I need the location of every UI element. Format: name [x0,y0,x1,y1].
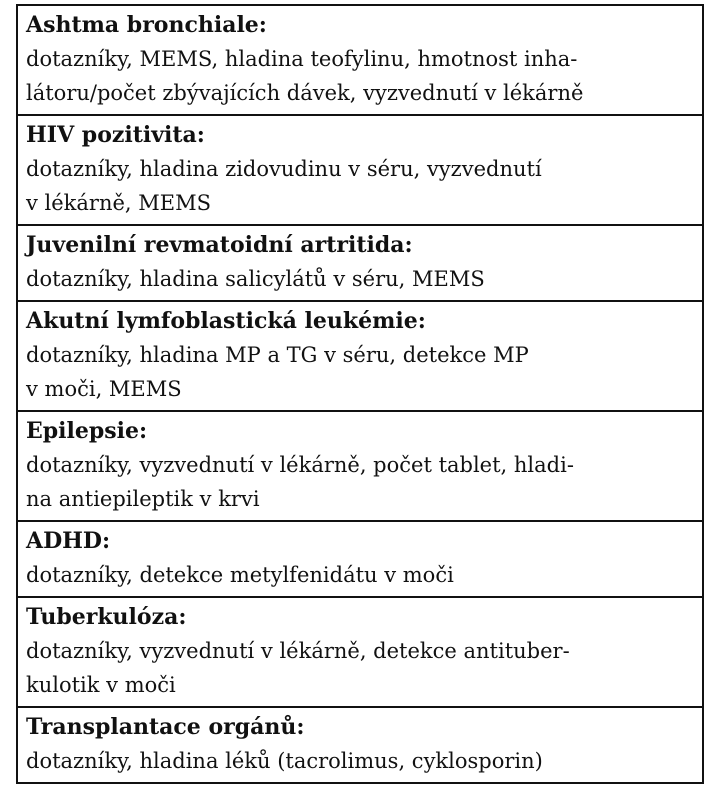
row-title: Transplantace orgánů: [26,714,305,740]
row-description: dotazníky, vyzvednutí v lékárně, počet tablet, hladi- na antiepileptik v krvi [26,453,574,511]
table-row-adhd [18,520,702,596]
table-row-hiv [18,114,702,224]
row-description: dotazníky, vyzvednutí v lékárně, detekce antituber- kulotik v moči [26,639,570,697]
row-description: dotazníky, hladina zidovudinu v séru, vyzvednutí v lékárně, MEMS [26,157,542,215]
row-description: dotazníky, hladina MP a TG v séru, detekce MP v moči, MEMS [26,343,529,401]
table-row-asthma [18,6,702,114]
row-title: ADHD: [26,528,111,554]
table-row-transplantation [18,706,702,782]
table-row-juvenile-arthritis [18,224,702,300]
row-title: Ashtma bronchiale: [26,12,267,38]
row-title: Epilepsie: [26,418,148,444]
row-title: HIV pozitivita: [26,122,205,148]
table-row-tuberculosis [18,596,702,706]
row-description: dotazníky, detekce metylfenidátu v moči [26,563,454,587]
row-title: Juvenilní revmatoidní artritida: [26,232,413,258]
row-description: dotazníky, hladina salicylátů v séru, MEMS [26,267,485,291]
table-row-epilepsy [18,410,702,520]
table-row-leukemia [18,300,702,410]
row-description: dotazníky, hladina léků (tacrolimus, cyklosporin) [26,749,543,773]
row-title: Tuberkulóza: [26,604,187,630]
adherence-methods-table [16,4,704,784]
row-description: dotazníky, MEMS, hladina teofylinu, hmotnost inha- látoru/počet zbývajících dávek, vyzvednutí v lékárně [26,47,584,105]
row-title: Akutní lymfoblastická leukémie: [26,308,426,334]
